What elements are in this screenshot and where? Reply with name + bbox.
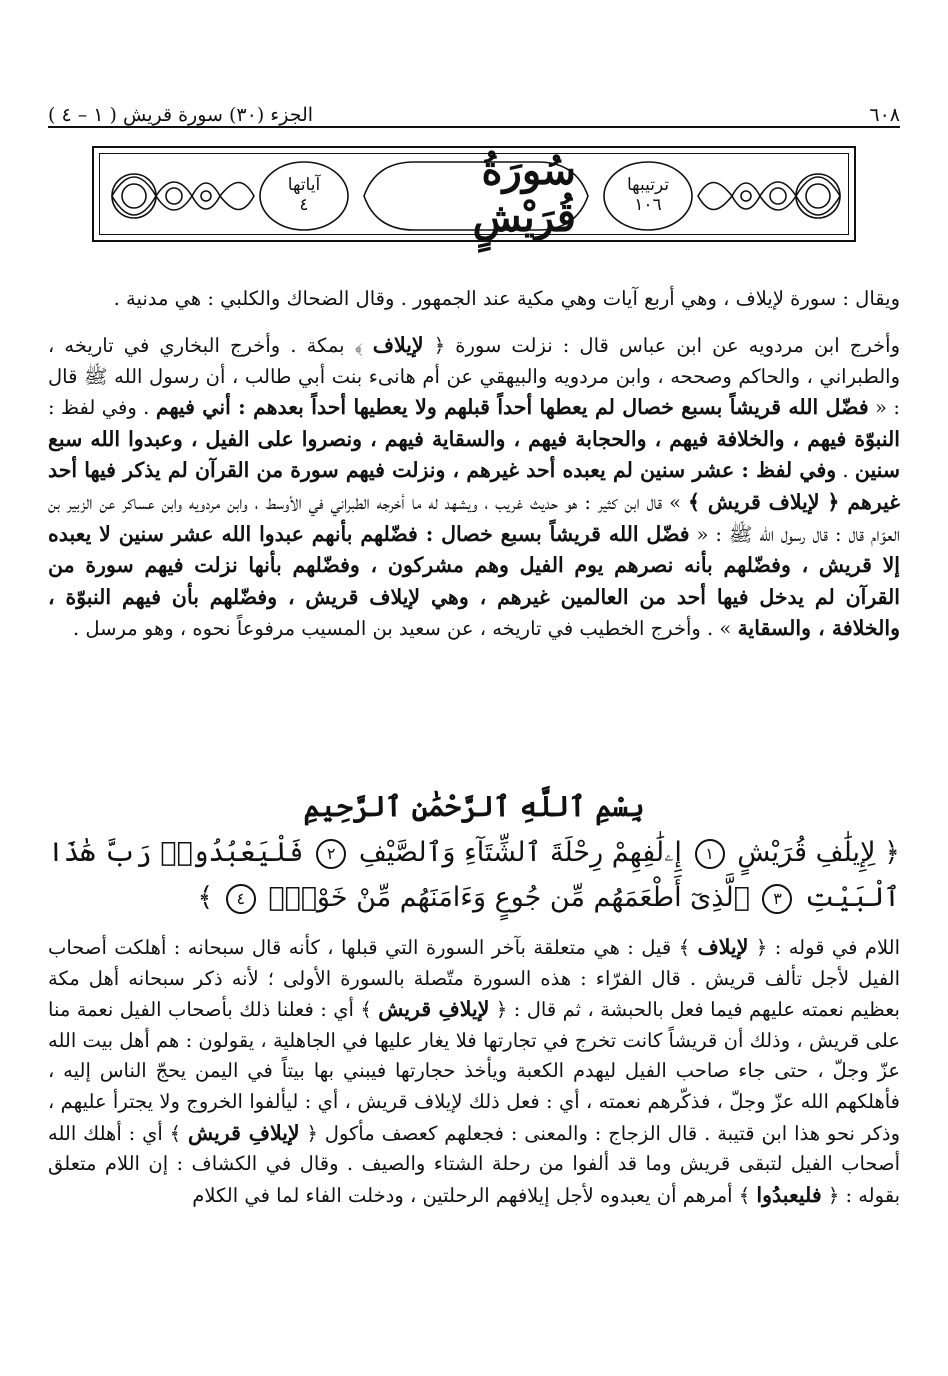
bold-hadith-run: وفي لفظ : عشر سنين لم يعبده أحد غيرهم ، ونزلت فيهم سورة من القرآن لم يذكر فيها أحد غيرهم ﴿ لإيلاف قريش ﴾ xyxy=(48,458,900,514)
header-rule xyxy=(48,126,900,128)
text-run: ﴾ أي : أهلك الله أصحاب الفيل لتبقى قريش وما قد ألفوا من رحلة الشتاء والصيف . وقال في الكشاف : إن اللام متعلق بقوله : ﴿ xyxy=(48,1121,900,1207)
verse-text: لِإِيلَٰفِ قُرَيْشٍ xyxy=(737,837,876,868)
text-run: ﴾ أمرهم أن يعبدوه لأجل إيلافهم الرحلتين ، ودخلت الفاء لما في الكلام xyxy=(192,1183,757,1207)
commentary-paragraph xyxy=(48,932,900,1211)
left-arabesque-ornament xyxy=(112,174,254,218)
text-run: اللام في قوله : ﴿ xyxy=(748,936,900,959)
running-title: الجزء (٣٠) سورة قريش ( ١ – ٤ ) xyxy=(48,104,314,126)
bold-run: فليعبدُوا xyxy=(756,1182,822,1207)
bold-hadith-run: فضّل الله قريشاً بسبع خصال : فضّلهم بأنهم عبدوا الله عشر سنين لا يعبده إلا قريش ، وفضّلهم بأنه نصرهم يوم الفيل وهم مشركون ، وفضّلهم بأنها نزلت فيهم سورة من القرآن لم يدخل فيها أحد من العالمين غيرهم ، وهي لإيلاف قريش ، وفضّلهم بأن فيهم النبوّة ، والخلافة ، والسقاية xyxy=(48,521,900,641)
text-run: ﴾ قيل : هي متعلقة بآخر السورة التي قبلها ، كأنه قال سبحانه : أهلكت أصحاب الفيل لأجل تألف قريش . قال الفرّاء : هذه السورة متّصلة بالسورة الأولى ؛ لأنه ذكر سبحانه أهل مكة بعظيم نعمته عليهم فيما فعل بالحبشة ، ثم قال : ﴿ xyxy=(48,936,900,1022)
sura-title-frame xyxy=(92,146,856,242)
sura-title: سُورَةُ قُرَيْشٍ xyxy=(472,147,576,241)
verses-label: آياتها xyxy=(287,175,321,195)
text-run: ﴾ بمكة . وأخرج البخاري في تاريخه ، والطبراني ، والحاكم وصححه ، وابن مردويه والبيهقي عن أم هانىء بنت أبي طالب ، أن رسول الله ﷺ قال : « xyxy=(48,334,900,420)
running-header xyxy=(48,92,900,126)
order-label: ترتيبها xyxy=(626,175,670,195)
verse-text: إِۦلَٰفِهِمْ رِحْلَةَ ٱلشِّتَآءِ وَٱلصَّيْفِ xyxy=(358,837,682,868)
quran-verses: ﴿ لِإِيلَٰفِ قُرَيْشٍ ١ إِۦلَٰفِهِمْ رِحْلَةَ ٱلشِّتَآءِ وَٱلصَّيْفِ ٢ فَلْيَعْبُدُوا۟ رَبَّ هَٰذَا ٱلْبَيْتِ ٣ ٱلَّذِىٓ أَطْعَمَهُم مِّن جُوعٍ وَءَامَنَهُم مِّنْ خَوْفٍۭ ٤ ﴾ xyxy=(48,837,900,913)
verse-number: ٤ xyxy=(226,884,256,914)
bold-run: لإيلافِ قريش xyxy=(187,1120,300,1145)
intro-paragraph-2 xyxy=(48,330,900,645)
bold-run: لإيلاف xyxy=(697,935,749,959)
verses-count-box xyxy=(270,175,338,215)
verse-number: ٣ xyxy=(762,884,792,914)
right-arabesque-ornament xyxy=(698,174,840,218)
verse-text: ٱلَّذِىٓ أَطْعَمَهُم مِّن جُوعٍ وَءَامَنَهُم مِّنْ خَوْفٍۭ xyxy=(268,882,750,913)
bold-run: لإيلافِ قريش xyxy=(378,997,490,1022)
order-value: ١٠٦ xyxy=(634,195,662,215)
text-run: » قال ابن كثير : هو حديث غريب ، ويشهد له ما أخرجه الطبراني في الأوسط ، وابن مردويه وابن عساكر عن الزبير بن العوّام قال : قال رسول الله ﷺ : « xyxy=(48,490,901,546)
verse-number: ١ xyxy=(695,839,725,869)
order-box xyxy=(614,175,682,215)
verse-number: ٢ xyxy=(316,839,346,869)
bold-hadith-run: فضّل الله قريشاً بسبع خصال لم يعطها أحداً قبلهم ولا يعطيها أحداً بعدهم : أني فيهم xyxy=(155,395,869,420)
page-number: ٦٠٨ xyxy=(869,104,900,126)
text-run: وأخرج ابن مردويه عن ابن عباس قال : نزلت سورة ﴿ xyxy=(423,334,900,357)
bold-run: لإيلاف xyxy=(372,333,424,357)
verse-text: فَلْيَعْبُدُوا۟ رَبَّ هَٰذَا ٱلْبَيْتِ xyxy=(48,837,900,913)
text-run: . xyxy=(836,459,855,483)
text-run: » . وأخرج الخطيب في تاريخه ، عن سعيد بن المسيب مرفوعاً نحوه ، وهو مرسل . xyxy=(72,617,738,641)
intro-paragraph-1: ويقال : سورة لإيلاف ، وهي أربع آيات وهي مكية عند الجمهور . وقال الضحاك والكلبي : هي مدنية . xyxy=(113,287,900,310)
text-run: . وفي لفظ : xyxy=(48,396,156,420)
bold-hadith-run: النبوّة فيهم ، والخلافة فيهم ، والحجابة فيهم ، والسقاية فيهم ، ونصروا على الفيل ، وعبدوا الله سبع سنين xyxy=(48,426,900,483)
text-run: ﴾ أي : فعلنا ذلك بأصحاب الفيل نعمة منا على قريش ، وذلك أن قريشاً كانت تخرج في تجارتها فلا يغار عليها في الجاهلية ، يقولون : هم أهل بيت الله عزّ وجلّ ، حتى جاء صاحب الفيل ليهدم الكعبة ويأخذ حجارتها فيبني بها بيتاً في اليمن يحجّ الناس إليه ، فأهلكهم الله عزّ وجلّ ، فذكّرهم نعمته ، أي : فعل ذلك لإيلاف قريش ، أي : ليألفوا الخروج ولا يجترأ عليهم ، وذكر نحو هذا ابن قتيبة . قال الزجاج : والمعنى : فجعلهم كعصف مأكول ﴿ xyxy=(48,998,900,1145)
basmala: بِسْمِ ٱللَّهِ ٱلرَّحْمَٰنِ ٱلرَّحِيمِ xyxy=(303,790,645,823)
verses-value: ٤ xyxy=(299,195,309,215)
